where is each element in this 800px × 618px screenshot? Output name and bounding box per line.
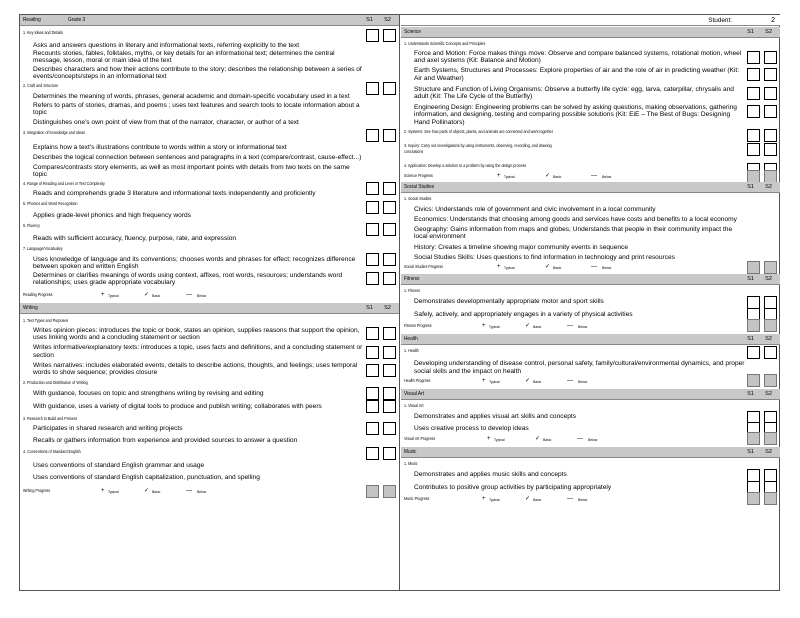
legend-check-label-text: Basic: [533, 325, 542, 330]
legend-check-text: ✓: [545, 264, 551, 271]
reading-item: Distinguishes one's own point of view from that of the narrator, character, or author of a text: [33, 118, 299, 126]
score-boxes[interactable]: [747, 346, 779, 359]
legend-check-label-text: Basic: [543, 438, 552, 443]
score-boxes[interactable]: [747, 105, 779, 118]
writing-item: Uses conventions of standard English grammar and usage: [33, 462, 205, 470]
health-c1-text: 1. Health: [404, 348, 419, 354]
writing-header: [20, 303, 399, 314]
visual-item: [401, 425, 780, 432]
health-progress-row: [401, 375, 780, 387]
legend-minus-text: —: [577, 436, 583, 443]
reading-cat-6: [20, 223, 399, 229]
legend-minus-text: —: [186, 292, 192, 299]
score-boxes[interactable]: [366, 346, 398, 359]
social-cat-1: [401, 196, 780, 202]
fitness-progress-row: [401, 320, 780, 332]
score-boxes[interactable]: [366, 387, 398, 400]
social-progress-text: Social Studies Progress: [404, 264, 444, 270]
legend-plus-text: +: [101, 292, 105, 299]
health-item: Developing understanding of disease control, personal safety, family/cultural/environmental dynamics, and proper social skills and the impact on health: [414, 360, 745, 375]
reading-c5-text: 5. Phonics and Word Recognition: [23, 200, 78, 206]
health-s1-text: S1: [747, 336, 754, 343]
writing-progress-row: [20, 485, 399, 497]
visual-c1-text: 1. Visual Art: [404, 402, 424, 408]
reading-c7-text: 7. Language/Vocabulary: [23, 246, 63, 252]
science-header: [401, 27, 780, 38]
music-c1-text: 1. Music: [404, 461, 418, 467]
health-title-text: Health: [404, 336, 418, 343]
score-boxes[interactable]: [747, 143, 779, 156]
science-c1-items-3-text: Engineering Design: Engineering problems can be solved by asking questions, making observations, gathering information, and designing, testing and comparing possible solutions (Kit: EiE – The Best of Bugs: Designing Hand Pollinators): [414, 104, 737, 126]
science-title-text: Science: [404, 29, 421, 35]
legend-check-label-text: Basic: [152, 294, 161, 299]
reading-item: Reads and comprehends grade 3 literature and informational texts independently and proficiently: [33, 189, 316, 197]
legend-check-label-text: Basic: [152, 489, 161, 494]
legend-minus-text: —: [186, 487, 192, 494]
legend-minus-label-text: Below: [588, 438, 598, 443]
reading-cat-2: [20, 83, 399, 89]
writing-progress-text: Writing Progress: [23, 487, 51, 493]
science-cat-1: [401, 41, 780, 47]
progress-boxes[interactable]: [366, 485, 398, 498]
music-item: [401, 471, 780, 478]
reading-item: Applies grade-level phonics and high frequency words: [33, 211, 191, 219]
social-item: Geography: Gains information from maps and globes; Understands that people in their community impact the local environment: [414, 226, 733, 241]
writing-item: [20, 327, 399, 341]
legend-plus-label-text: Typical: [108, 294, 119, 299]
writing-item: [20, 362, 399, 376]
social-item: Civics: Understands role of government and civic involvement in a local community: [414, 205, 656, 213]
student-label: Student:: [708, 17, 732, 24]
science-progress-row: [401, 170, 780, 182]
visual-c1-items-0-text: Demonstrates and applies visual art skills and concepts: [414, 412, 576, 420]
reading-c6-text: 6. Fluency: [23, 223, 40, 229]
writing-c1-items-1-text: Writes informative/explanatory texts: introduces a topic, uses facts and definitions, and a concluding statement or section: [33, 344, 363, 359]
writing-c1-items-2-text: Writes narratives: includes elaborated events, details to describe actions, thoughts, and feelings; uses temporal words to show sequence; provides closure: [33, 361, 358, 377]
science-item: [401, 50, 780, 64]
visual-cat-1: [401, 403, 780, 409]
music-cat-1: [401, 461, 780, 467]
progress-boxes[interactable]: [747, 319, 779, 332]
score-boxes[interactable]: [366, 447, 398, 460]
progress-boxes[interactable]: [747, 261, 779, 274]
progress-boxes[interactable]: [747, 374, 779, 387]
legend-check-text: ✓: [535, 436, 541, 443]
music-progress-text: Music Progress: [404, 495, 430, 501]
legend-plus-label-text: Typical: [504, 266, 515, 271]
legend-check-text: ✓: [525, 323, 531, 330]
visual-progress-text: Visual Art Progress: [404, 436, 436, 442]
fitness-item: [401, 311, 780, 318]
legend-minus-text: —: [591, 264, 597, 271]
science-item: [401, 67, 780, 81]
visual-c1-items-1-text: Uses creative process to develop ideas: [414, 425, 529, 433]
social-title-text: Social Studies: [404, 183, 435, 190]
fitness-header: [401, 274, 780, 285]
legend-minus-label-text: Below: [602, 266, 612, 271]
writing-c2-text: 2. Production and Distribution of Writing: [23, 380, 88, 386]
fitness-title-text: Fitness: [404, 276, 420, 283]
writing-item: [20, 437, 399, 444]
legend-minus-label-text: Below: [578, 325, 588, 330]
fitness-cat-1: [401, 288, 780, 294]
fitness-c1-items-1-text: Safely, actively, and appropriately engages in a variety of physical activities: [414, 311, 633, 319]
visual-art-header: [401, 389, 780, 400]
reading-cat-4: [20, 181, 399, 187]
science-c1-items-2-text: Structure and Function of Living Organisms: Observe a butterfly life cycle: egg, larva, caterpillar, chrysalis and adult (Kit: The Life Cycle of the Butterfly): [414, 85, 734, 101]
visual-s1-text: S1: [747, 390, 754, 397]
reading-item: [20, 272, 399, 286]
writing-cat-3: [20, 416, 399, 422]
score-boxes[interactable]: [366, 364, 398, 377]
progress-boxes[interactable]: [747, 432, 779, 445]
score-boxes[interactable]: [366, 400, 398, 413]
score-boxes[interactable]: [366, 253, 398, 266]
reading-cat-1: [20, 30, 399, 36]
legend-minus-text: —: [591, 172, 597, 179]
health-s2-text: S2: [765, 336, 772, 343]
legend-check-label-text: Basic: [553, 266, 562, 271]
music-s2-text: S2: [765, 449, 772, 456]
visual-title-text: Visual Art: [404, 390, 425, 397]
science-cat-2: [401, 129, 780, 135]
legend-minus-label-text: Below: [197, 489, 207, 494]
left-column: [20, 15, 400, 590]
student-header: [401, 15, 780, 26]
legend-check-text: ✓: [525, 495, 531, 502]
legend-plus-text: +: [482, 495, 486, 502]
legend-check-text: ✓: [545, 172, 551, 179]
science-c1-text: 1. Understands Scientific Concepts and Principles: [404, 41, 486, 46]
legend-plus-text: +: [497, 172, 501, 179]
music-c1-items-1-text: Contributes to positive group activities by participating appropriately: [414, 484, 612, 492]
social-c1-text: 1. Social Studies: [404, 195, 432, 201]
reading-item: Reads with sufficient accuracy, fluency, purpose, rate, and expression: [33, 235, 237, 243]
science-cat-3: [401, 143, 780, 155]
legend-plus-text: +: [487, 436, 491, 443]
page-number: 2: [771, 17, 775, 24]
science-c2-text: 2. Systems: See how parts of objects, plants, and animals are connected and work together: [404, 128, 553, 134]
reading-item: Refers to parts of stories, dramas, and poems ; uses text features and search tools to locate information about a topic: [33, 102, 360, 117]
social-header: [401, 182, 780, 193]
score-boxes[interactable]: [366, 129, 398, 142]
legend-plus-text: +: [482, 323, 486, 330]
visual-progress-row: [401, 433, 780, 445]
legend-check-text: ✓: [144, 487, 150, 494]
fitness-s1-text: S1: [747, 276, 754, 283]
reading-c7-items-1-text: Determines or clarifies meanings of words using context, affixes, root words, resources; understands word relationships; uses grade appropriate vocabulary: [33, 271, 343, 286]
reading-item: Explains how a text's illustrations contribute to words within a story or informational text: [33, 143, 287, 151]
social-progress-row: [401, 261, 780, 273]
reading-title: Reading: [23, 17, 41, 23]
health-cat-1: [401, 348, 780, 354]
reading-cat-5: [20, 201, 399, 207]
science-c1-items-1-text: Earth Systems, Structures and Processes: Explore properties of air and the role of air in predicting weather (Kit: Air and Weather): [414, 67, 740, 82]
legend-plus-text: +: [497, 264, 501, 271]
health-progress-text: Health Progress: [404, 377, 431, 383]
score-boxes[interactable]: [366, 29, 398, 42]
music-c1-items-0-text: Demonstrates and applies music skills and concepts: [414, 471, 567, 479]
science-s1-text: S1: [747, 29, 754, 35]
score-boxes[interactable]: [747, 469, 779, 482]
legend-plus-text: +: [482, 377, 486, 384]
music-progress-row: [401, 493, 780, 505]
reading-c2-text: 2. Craft and Structure: [23, 83, 59, 89]
social-item: History: Creates a timeline showing major community events in sequence: [414, 243, 629, 251]
legend-plus-label-text: Typical: [504, 174, 515, 179]
social-item: Economics: Understands that choosing among goods and services have costs and benefits to a local economy: [414, 216, 737, 224]
writing-item: [20, 390, 399, 397]
science-item: [401, 86, 780, 100]
writing-s1-text: S1: [366, 305, 373, 312]
reading-cat-7: [20, 246, 399, 252]
legend-check-label-text: Basic: [533, 497, 542, 502]
music-title-text: Music: [404, 449, 417, 456]
reading-item: Determines the meaning of words, phrases, general academic and domain-specific vocabulary used in a text: [33, 93, 350, 101]
science-c3-text: 3. Inquiry: Carry out investigations by using instruments, observing, recording, and drawing conclusions: [404, 142, 552, 154]
reading-item: Describes characters and how their actions contribute to the story; describes the relationship between a series of events/concepts/steps in an informational text: [33, 65, 362, 80]
legend-check-text: ✓: [525, 377, 531, 384]
writing-c3-text: 3. Research to Build and Present: [23, 415, 77, 421]
writing-item: Uses conventions of standard English capitalization, punctuation, and spelling: [33, 474, 260, 482]
grade-label: Grade 3: [68, 17, 86, 23]
writing-c3-items-1-text: Recalls or gathers information from experience and provided sources to answer a question: [33, 436, 298, 444]
reading-item: [20, 256, 399, 270]
reading-progress-text: Reading Progress: [23, 292, 53, 298]
right-column: [401, 15, 780, 590]
legend-minus-text: —: [567, 377, 573, 384]
legend-check-text: ✓: [144, 292, 150, 299]
music-item: [401, 484, 780, 491]
legend-minus-text: —: [567, 323, 573, 330]
science-c1-items-0-text: Force and Motion: Force makes things move: Observe and compare balanced systems, rotational motion, wheel and axel systems (Kit: Balance and Motion): [414, 50, 742, 65]
score-boxes[interactable]: [747, 129, 779, 142]
visual-item: [401, 413, 780, 420]
writing-c1-items-0-text: Writes opinion pieces: introduces the topic or book, states an opinion, supplies reasons that support the opinion, uses linking words and a concluding statement or section: [33, 327, 360, 342]
score-boxes[interactable]: [747, 51, 779, 64]
reading-c3-text: 3. Integration of Knowledge and Ideas: [23, 129, 85, 135]
writing-c1-text: 1. Text Types and Purposes: [23, 318, 69, 324]
legend-minus-label-text: Below: [197, 294, 207, 299]
score-boxes[interactable]: [366, 272, 398, 285]
science-cat-4: [401, 163, 780, 169]
reading-item: Compares/contrasts story elements, as well as most important points with details from two texts on the same topic: [33, 164, 350, 179]
science-progress-text: Science Progress: [404, 172, 433, 178]
social-s1-text: S1: [747, 183, 754, 190]
fitness-progress-text: Fitness Progress: [404, 323, 432, 329]
legend-plus-text: +: [101, 487, 105, 494]
s1-label: S1: [366, 17, 373, 23]
social-item: Social Studies Skills: Uses questions to find information in technology and print resources: [414, 253, 675, 261]
fitness-c1-text: 1. Fitness: [404, 288, 420, 294]
legend-minus-label-text: Below: [602, 174, 612, 179]
writing-c2-items-0-text: With guidance, focuses on topic and strengthens writing by revising and editing: [33, 390, 264, 398]
fitness-item: [401, 298, 780, 305]
writing-item: [20, 425, 399, 432]
score-boxes[interactable]: [747, 87, 779, 100]
score-boxes[interactable]: [366, 422, 398, 435]
writing-s2-text: S2: [384, 305, 391, 312]
legend-check-label-text: Basic: [533, 379, 542, 384]
fitness-c1-items-0-text: Demonstrates developmentally appropriate motor and sport skills: [414, 298, 604, 306]
science-s2-text: S2: [765, 29, 772, 35]
s2-label: S2: [384, 17, 391, 23]
fitness-s2-text: S2: [765, 276, 772, 283]
legend-plus-label-text: Typical: [489, 325, 500, 330]
health-header: [401, 334, 780, 345]
writing-item: [20, 344, 399, 358]
science-item: [401, 104, 780, 126]
legend-plus-label-text: Typical: [108, 489, 119, 494]
score-boxes[interactable]: [747, 296, 779, 309]
legend-minus-label-text: Below: [578, 497, 588, 502]
reading-item: Asks and answers questions in literary and informational texts, referring explicitly to the text: [33, 42, 300, 49]
writing-cat-4: [20, 449, 399, 455]
legend-plus-label-text: Typical: [489, 379, 500, 384]
report-card-page: [19, 14, 780, 591]
reading-item: Recounts stories, fables, folktales, myths, or key details for an informational text; determines the central message, lesson, moral or main idea of the text: [33, 50, 335, 65]
legend-minus-text: —: [567, 495, 573, 502]
reading-header: [20, 15, 399, 26]
writing-cat-2: [20, 380, 399, 386]
legend-minus-label-text: Below: [578, 379, 588, 384]
legend-plus-label-text: Typical: [494, 438, 505, 443]
reading-c4-text: 4. Range of Reading and Level or Text Complexity: [23, 180, 105, 186]
music-s1-text: S1: [747, 449, 754, 456]
reading-progress-row: [20, 289, 399, 301]
score-boxes[interactable]: [747, 68, 779, 81]
visual-s2-text: S2: [765, 390, 772, 397]
music-header: [401, 447, 780, 458]
reading-item: Describes the logical connection between sentences and paragraphs in a text (compare/contrast, cause-effect...): [33, 154, 362, 162]
writing-c4-text: 4. Conventions of Standard English: [23, 449, 81, 455]
legend-plus-label-text: Typical: [489, 497, 500, 502]
score-boxes[interactable]: [366, 327, 398, 340]
reading-cat-3: [20, 130, 399, 136]
social-s2-text: S2: [765, 183, 772, 190]
writing-cat-1: [20, 318, 399, 324]
reading-c1-text: 1. Key Ideas and Details: [23, 30, 63, 35]
writing-title: Writing: [23, 305, 38, 312]
writing-c3-items-0-text: Participates in shared research and writing projects: [33, 424, 183, 432]
progress-boxes[interactable]: [747, 492, 779, 505]
science-c4-text: 4. Application: Develop a solution to a problem by using the design process: [404, 162, 527, 168]
writing-item: [20, 403, 399, 410]
writing-c2-items-1-text: With guidance, uses a variety of digital tools to produce and publish writing; collaborates with peers: [33, 403, 322, 411]
legend-check-label-text: Basic: [553, 174, 562, 179]
reading-c7-items-0-text: Uses knowledge of language and its conventions; chooses words and phrases for effect; recognizes difference between spoken and written English: [33, 256, 356, 271]
